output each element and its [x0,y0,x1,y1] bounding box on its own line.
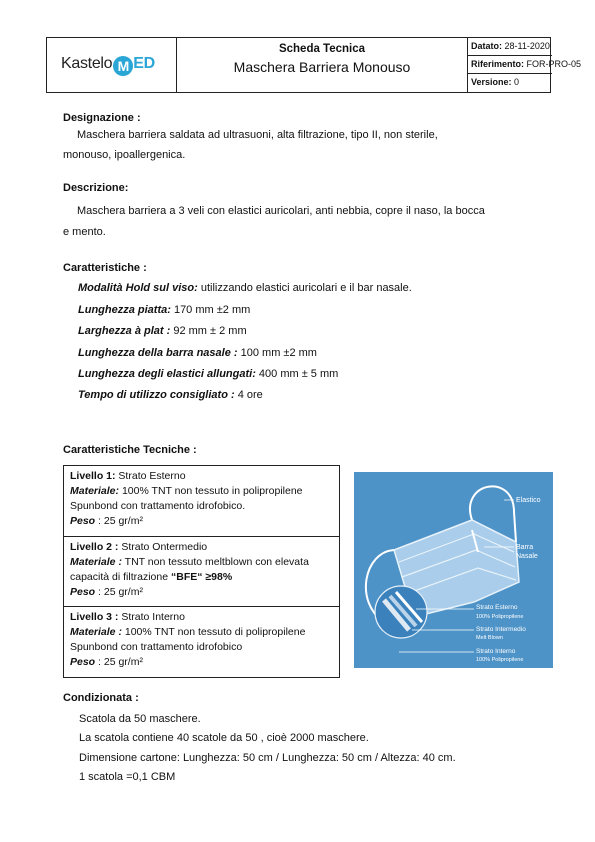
condizionata-line1: Scatola da 50 maschere. [79,713,201,725]
caratteristica-barra-nasale: Lunghezza della barra nasale : 100 mm ±2 mm [78,347,317,359]
descrizione-line1: Maschera barriera a 3 veli con elastici auricolari, anti nebbia, copre il naso, la bocca [77,205,485,217]
doc-subtitle: Maschera Barriera Monouso [233,59,411,75]
label-elastico: Elastico [516,497,541,504]
tecniche-heading: Caratteristiche Tecniche : [63,444,197,456]
caratteristiche-heading: Caratteristiche : [63,262,147,274]
header-table [46,37,582,93]
condizionata-heading: Condizionata : [63,692,139,704]
meta-datato: Datato: 28-11-2020 [468,38,552,56]
meta-cell [468,38,582,92]
title-cell [177,38,468,92]
condizionata-line4: 1 scatola =0,1 CBM [79,771,176,783]
label-barra: Barra [516,544,534,551]
label-interno: Strato Interno [476,648,516,655]
level-2-cell: Livello 2 : Strato Ontermedio Materiale : TNT non tessuto meltblown con elevata capacità di filtrazione “BFE“ ≥98% Peso : 25 gr/m² [64,537,339,607]
company-logo: Kastelo M ED [61,55,155,74]
level-1-cell: Livello 1: Strato Esterno Materiale: 100% TNT non tessuto in polipropilene Spunbond con trattamento idrofobico. Peso : 25 gr/m² [64,466,339,537]
mask-layers-diagram [354,472,553,668]
caratteristica-larghezza: Larghezza à plat : 92 mm ± 2 mm [78,325,247,337]
mask-illustration [354,472,553,668]
label-intermedio: Strato Intermedio [476,626,526,633]
caratteristica-lunghezza: Lunghezza piatta: 170 mm ±2 mm [78,304,251,316]
logo-cell [47,38,177,92]
label-esterno-sub: 100% Polipropilene [476,614,524,620]
condizionata-line2: La scatola contiene 40 scatole da 50 , cioè 2000 maschere. [79,732,369,744]
condizionata-line3: Dimensione cartone: Lunghezza: 50 cm / Lunghezza: 50 cm / Altezza: 40 cm. [79,752,456,764]
doc-title: Scheda Tecnica [278,43,366,55]
designazione-heading: Designazione : [63,112,141,124]
meta-riferimento: Riferimento: FOR-PRO-05 [468,56,552,74]
designazione-line1: Maschera barriera saldata ad ultrasuoni, alta filtrazione, tipo II, non sterile, [77,129,438,141]
label-esterno: Strato Esterno [476,604,518,611]
caratteristica-tempo: Tempo di utilizzo consigliato : 4 ore [78,389,263,401]
label-interno-sub: 100% Polipropilene [476,657,524,663]
technical-table [63,465,340,678]
descrizione-line2: e mento. [63,226,106,238]
label-nasale: Nasale [516,553,538,560]
designazione-line2: monouso, ipoallergenica. [63,149,186,161]
caratteristica-elastici: Lunghezza degli elastici allungati: 400 mm ± 5 mm [78,368,339,380]
meta-versione: Versione: 0 [471,77,520,87]
label-intermedio-sub: Melt Blown [476,635,503,641]
descrizione-heading: Descrizione: [63,182,129,194]
level-3-cell: Livello 3 : Strato Interno Materiale : 100% TNT non tessuto di polipropilene Spunbond con trattamento idrofobico Peso : 25 gr/m² [70,611,306,668]
caratteristica-hold: Modalità Hold sul viso: utilizzando elastici auricolari e il bar nasale. [78,282,412,294]
